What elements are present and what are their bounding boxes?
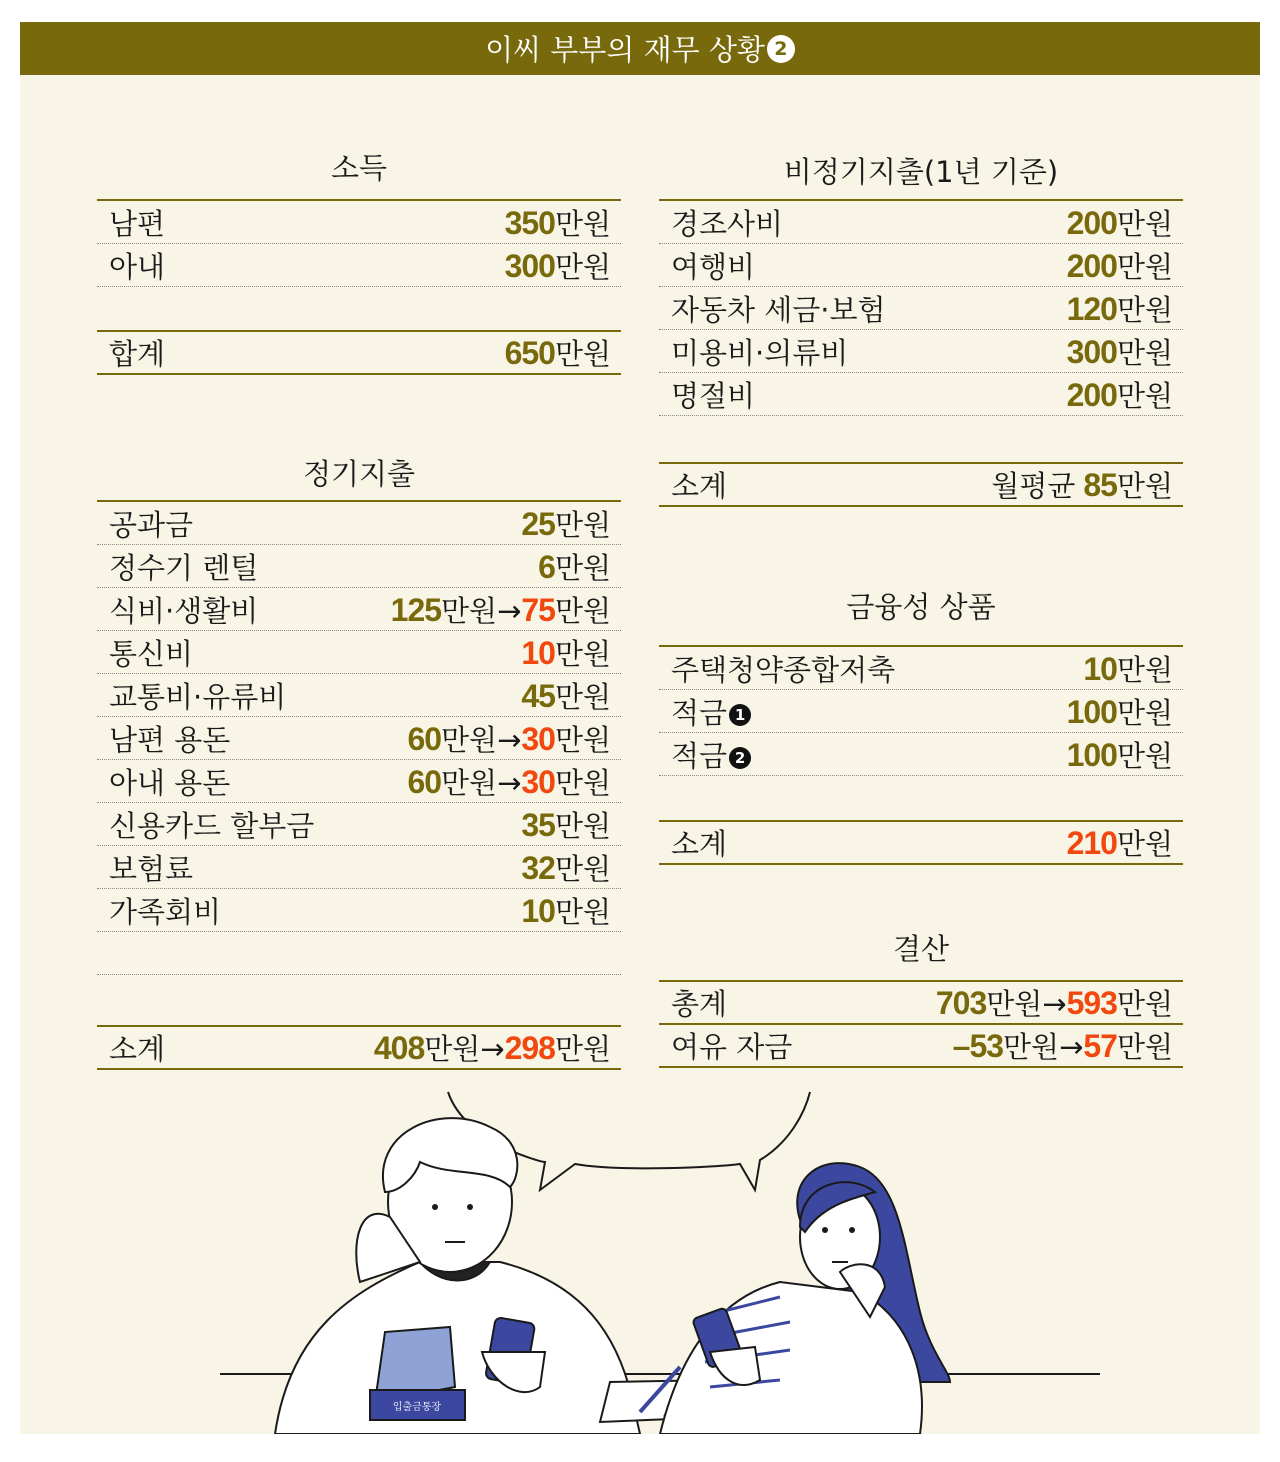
row-label: 신용카드 할부금 [109,808,315,843]
row-before-unit: 만원 [986,987,1043,1021]
row-before-value: 125 [390,591,442,628]
regular-row [97,631,621,674]
total-value: 210 [1066,825,1117,861]
income-total [97,330,621,375]
regular-title: 정기지출 [302,457,416,491]
row-unit: 만원 [1116,206,1173,241]
settlement-row [659,1025,1183,1068]
total-before-unit: 만원 [424,1032,481,1066]
regular-row [97,717,621,760]
row-unit: 만원 [1116,695,1173,730]
regular-total [97,1025,621,1070]
total-label: 합계 [109,337,166,371]
arrow-icon: → [1059,1030,1084,1064]
row-value: 35 [521,806,555,843]
irregular-row [659,373,1183,416]
row-value: 30 [521,763,555,800]
row-label: 공과금 [109,507,194,542]
financial-total [659,820,1183,865]
irregular-row [659,330,1183,373]
number-badge: 1 [729,704,751,726]
row-label: 아내 용돈 [109,765,231,800]
regular-row [97,846,621,889]
row-value: 10 [521,634,555,671]
row-unit: 만원 [1116,652,1173,687]
total-value: 85 [1083,467,1117,503]
row-unit: 만원 [1116,738,1173,773]
financial-title: 금융성 상품 [846,590,996,624]
irregular-total-row [659,464,1183,507]
row-before-unit: 만원 [441,765,498,800]
financial-row [659,733,1183,776]
arrow-icon: → [497,765,522,800]
irregular-row [659,244,1183,287]
row-value: 300 [1066,333,1117,370]
row-label: 통신비 [109,636,194,671]
row-label: 미용비·의류비 [671,335,849,370]
irregular-row [659,287,1183,330]
row-label: 가족회비 [109,894,222,929]
total-value: 298 [504,1030,555,1066]
regular-row [97,760,621,803]
couple-illustration [20,1082,1260,1434]
total-unit: 만원 [1116,827,1173,861]
row-value: 100 [1066,693,1117,730]
settlement-title: 결산 [892,932,950,966]
row-unit: 만원 [1116,987,1173,1021]
income-total-row [97,332,621,375]
financial-row [659,690,1183,733]
row-unit: 만원 [554,722,611,757]
row-unit: 만원 [554,808,611,843]
row-value: 120 [1066,290,1117,327]
row-before-unit: 만원 [441,593,498,628]
row-label: 총계 [671,987,728,1021]
row-unit: 만원 [1116,292,1173,327]
row-value: 25 [521,505,555,542]
arrow-icon: → [480,1032,505,1066]
row-value: 350 [504,204,555,241]
arrow-icon: → [1042,987,1067,1021]
row-unit: 만원 [554,636,611,671]
financial-rows [659,645,1183,776]
row-value: 10 [1083,650,1117,687]
row-before-unit: 만원 [1003,1030,1060,1064]
row-before-unit: 만원 [441,722,498,757]
row-before-value: 60 [407,763,442,800]
row-label: 명절비 [671,378,756,413]
row-value: 200 [1066,376,1117,413]
financial-row [659,647,1183,690]
row-label: 아내 [109,249,166,284]
page-title: 이씨 부부의 재무 상황 [485,33,765,67]
arrow-icon: → [497,722,522,757]
row-unit: 만원 [554,550,611,585]
row-unit: 만원 [1116,378,1173,413]
total-value: 650 [504,335,555,371]
income-rows [97,199,621,287]
regular-row [97,889,621,932]
row-before-value: 60 [407,720,442,757]
row-unit: 만원 [554,507,611,542]
row-unit: 만원 [554,206,611,241]
arrow-icon: → [497,593,522,628]
financial-total-row [659,822,1183,865]
row-value: 200 [1066,204,1117,241]
row-unit: 만원 [554,765,611,800]
row-unit: 만원 [554,249,611,284]
total-before-value: 408 [373,1030,425,1066]
income-title: 소득 [330,151,388,185]
row-value: 32 [521,849,555,886]
irregular-title: 비정기지출(1년 기준) [783,155,1059,189]
row-unit: 만원 [554,593,611,628]
row-label: 남편 용돈 [109,722,231,757]
total-prefix: 월평균 [991,469,1076,503]
title-number-badge: 2 [767,35,795,63]
number-badge: 2 [729,747,751,769]
woman-figure-icon [660,1163,950,1434]
regular-row [97,588,621,631]
row-label: 적금 [671,738,728,773]
irregular-row [659,201,1183,244]
total-unit: 만원 [554,337,611,371]
total-label: 소계 [109,1032,166,1066]
total-unit: 만원 [1116,469,1173,503]
irregular-total [659,462,1183,507]
row-before-value: –53 [952,1028,1004,1064]
regular-rows [97,500,621,975]
row-value: 75 [521,591,555,628]
row-label: 정수기 렌털 [109,550,259,585]
passbook-label: 입출금통장 [392,1402,442,1413]
row-unit: 만원 [1116,1030,1173,1064]
irregular-rows [659,199,1183,416]
row-value: 200 [1066,247,1117,284]
settlement-row [659,982,1183,1025]
row-label: 경조사비 [671,206,784,241]
row-value: 30 [521,720,555,757]
row-label: 적금 [671,695,728,730]
row-unit: 만원 [554,851,611,886]
row-label: 남편 [109,206,166,241]
row-label: 보험료 [109,851,194,886]
passbook-icon [370,1327,465,1420]
row-unit: 만원 [1116,249,1173,284]
regular-row [97,545,621,588]
row-unit: 만원 [1116,335,1173,370]
row-value: 593 [1066,985,1117,1021]
title-bar [20,22,1260,75]
regular-row [97,674,621,717]
infographic-frame [20,22,1260,1434]
row-value: 10 [521,892,555,929]
row-unit: 만원 [554,679,611,714]
regular-row [97,803,621,846]
row-label: 교통비·유류비 [109,679,287,714]
income-row [97,201,621,244]
row-label: 자동차 세금·보험 [671,292,886,327]
settlement-rows [659,980,1183,1068]
row-label: 주택청약종합저축 [671,652,896,687]
row-value: 300 [504,247,555,284]
row-label: 식비·생활비 [109,593,259,628]
total-label: 소계 [671,469,728,503]
row-value: 57 [1083,1028,1117,1064]
income-row [97,244,621,287]
row-unit: 만원 [554,894,611,929]
row-label: 여유 자금 [671,1030,793,1064]
row-value: 45 [521,677,555,714]
row-value: 100 [1066,736,1117,773]
row-value: 6 [538,548,555,585]
row-before-value: 703 [935,985,987,1021]
row-label: 여행비 [671,249,756,284]
total-label: 소계 [671,827,728,861]
regular-total-row [97,1027,621,1070]
regular-row [97,502,621,545]
total-unit: 만원 [554,1032,611,1066]
regular-empty-row [97,932,621,975]
